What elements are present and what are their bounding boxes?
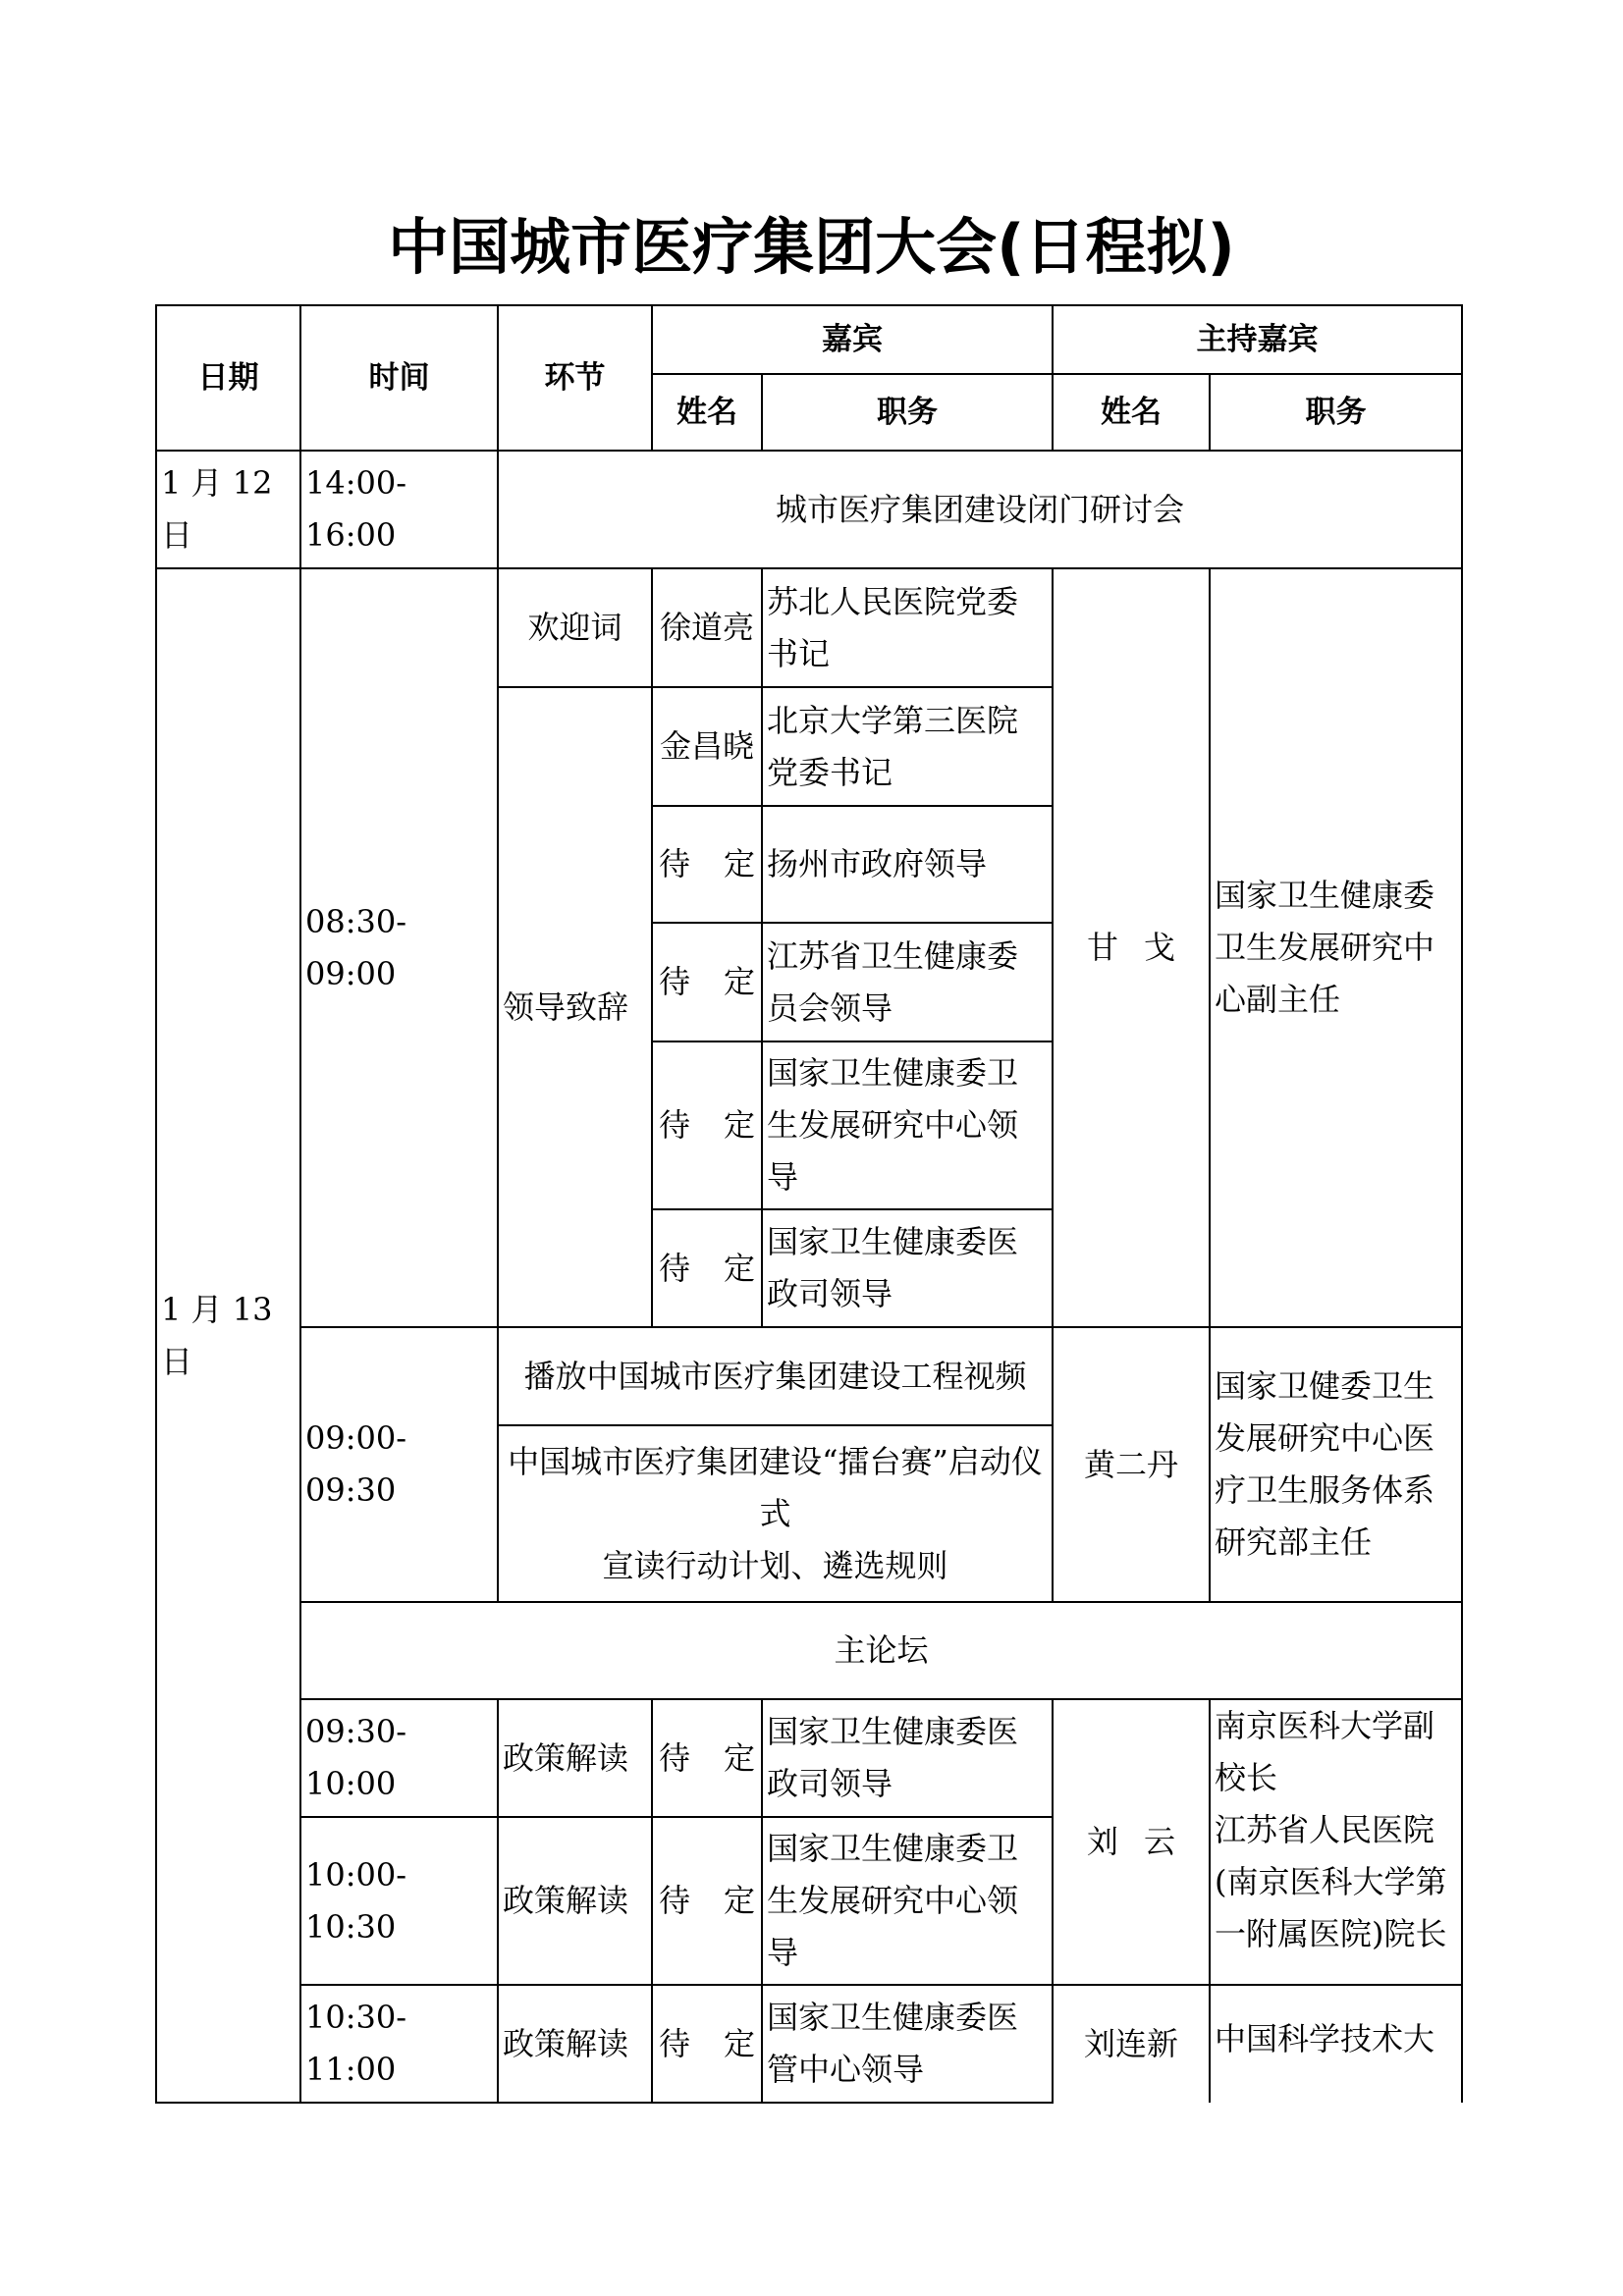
block1-host-post: 国家卫生健康委卫生发展研究中心副主任 bbox=[1210, 568, 1462, 1327]
forum-name-3-b: 定 bbox=[723, 2024, 755, 2062]
forum-host1-name-b: 云 bbox=[1143, 1823, 1175, 1860]
block2-time: 09:00-09:30 bbox=[300, 1327, 498, 1602]
forum-name-2 bbox=[652, 1817, 762, 1985]
welcome-name: 徐道亮 bbox=[652, 568, 762, 687]
forum-title: 主论坛 bbox=[300, 1602, 1462, 1699]
speech-name-4-a: 待 bbox=[659, 1106, 691, 1144]
speech-name-3-b: 定 bbox=[723, 963, 755, 1000]
forum-post-2: 国家卫生健康委卫生发展研究中心领导 bbox=[762, 1817, 1053, 1985]
speech-post-4: 国家卫生健康委卫生发展研究中心领导 bbox=[762, 1041, 1053, 1209]
speech-name-5-b: 定 bbox=[723, 1249, 755, 1287]
header-date: 日期 bbox=[156, 305, 300, 451]
speech-name-5-a: 待 bbox=[659, 1249, 691, 1287]
forum-host1-post-line2: 江苏省人民医院(南京医科大学第一附属医院)院长 bbox=[1215, 1811, 1447, 1952]
forum-segment-3: 政策解读 bbox=[498, 1985, 652, 2103]
page-title: 中国城市医疗集团大会(日程拟) bbox=[388, 211, 1235, 283]
forum-host2-post-text: 中国科学技术大 bbox=[1215, 2020, 1435, 2057]
forum-time-2: 10:00-10:30 bbox=[300, 1817, 498, 1985]
speech-post-5: 国家卫生健康委医政司领导 bbox=[762, 1209, 1053, 1327]
forum-host1-name-a: 刘 bbox=[1087, 1823, 1119, 1860]
speech-name-2 bbox=[652, 806, 762, 923]
forum-name-1 bbox=[652, 1699, 762, 1817]
forum-post-1: 国家卫生健康委医政司领导 bbox=[762, 1699, 1053, 1817]
forum-name-2-b: 定 bbox=[723, 1882, 755, 1919]
speech-name-1: 金昌晓 bbox=[652, 687, 762, 806]
day2-date-text: 1 月 13 日 bbox=[161, 1290, 273, 1380]
forum-host2-post bbox=[1210, 1985, 1462, 2103]
header-guest: 嘉宾 bbox=[652, 305, 1053, 374]
forum-name-1-b: 定 bbox=[723, 1738, 755, 1777]
forum-post-3: 国家卫生健康委医管中心领导 bbox=[762, 1985, 1053, 2103]
block2-item2 bbox=[498, 1425, 1053, 1602]
block1-host-name-b: 戈 bbox=[1143, 929, 1175, 966]
forum-host1-post bbox=[1210, 1699, 1462, 1985]
block1-host-name bbox=[1053, 568, 1210, 1327]
forum-name-2-a: 待 bbox=[659, 1882, 691, 1919]
forum-name-3-a: 待 bbox=[659, 2024, 691, 2062]
speech-name-2-a: 待 bbox=[659, 845, 691, 882]
header-host: 主持嘉宾 bbox=[1053, 305, 1462, 374]
block2-item1: 播放中国城市医疗集团建设工程视频 bbox=[498, 1327, 1053, 1425]
forum-time-1: 09:30-10:00 bbox=[300, 1699, 498, 1817]
header-guest-post: 职务 bbox=[762, 374, 1053, 451]
block2-host-post: 国家卫健委卫生发展研究中心医疗卫生服务体系研究部主任 bbox=[1210, 1327, 1462, 1602]
speech-name-5 bbox=[652, 1209, 762, 1327]
forum-name-3 bbox=[652, 1985, 762, 2103]
speech-name-3-a: 待 bbox=[659, 963, 691, 1000]
block1-time: 08:30-09:00 bbox=[300, 568, 498, 1327]
speech-name-4-b: 定 bbox=[723, 1106, 755, 1144]
welcome-segment: 欢迎词 bbox=[498, 568, 652, 687]
forum-host1-name bbox=[1053, 1699, 1210, 1985]
speech-name-3 bbox=[652, 923, 762, 1041]
day1-event: 城市医疗集团建设闭门研讨会 bbox=[498, 451, 1462, 568]
header-segment: 环节 bbox=[498, 305, 652, 451]
day1-time: 14:00-16:00 bbox=[300, 451, 498, 568]
forum-name-1-a: 待 bbox=[659, 1738, 691, 1777]
header-guest-name: 姓名 bbox=[652, 374, 762, 451]
day2-date bbox=[156, 568, 300, 2103]
forum-host1-post-line1: 南京医科大学副校长 bbox=[1215, 1707, 1435, 1796]
speech-post-1: 北京大学第三医院党委书记 bbox=[762, 687, 1053, 806]
speech-post-2: 扬州市政府领导 bbox=[762, 806, 1053, 923]
welcome-post: 苏北人民医院党委书记 bbox=[762, 568, 1053, 687]
forum-host2-name: 刘连新 bbox=[1053, 1985, 1210, 2103]
block1-host-name-a: 甘 bbox=[1087, 929, 1119, 966]
block2-item2-line1: 中国城市医疗集团建设“擂台赛”启动仪式 bbox=[508, 1442, 1043, 1532]
speech-segment: 领导致辞 bbox=[498, 687, 652, 1327]
speech-name-2-b: 定 bbox=[723, 845, 755, 882]
forum-time-3: 10:30-11:00 bbox=[300, 1985, 498, 2103]
speech-name-4 bbox=[652, 1041, 762, 1209]
forum-segment-1: 政策解读 bbox=[498, 1699, 652, 1817]
block2-item2-line2: 宣读行动计划、遴选规则 bbox=[602, 1546, 948, 1584]
block2-host-name: 黄二丹 bbox=[1053, 1327, 1210, 1602]
forum-segment-2: 政策解读 bbox=[498, 1817, 652, 1985]
day1-date: 1 月 12 日 bbox=[156, 451, 300, 568]
header-host-name: 姓名 bbox=[1053, 374, 1210, 451]
header-time: 时间 bbox=[300, 305, 498, 451]
header-host-post: 职务 bbox=[1210, 374, 1462, 451]
speech-post-3: 江苏省卫生健康委员会领导 bbox=[762, 923, 1053, 1041]
schedule-table bbox=[155, 304, 1463, 2104]
